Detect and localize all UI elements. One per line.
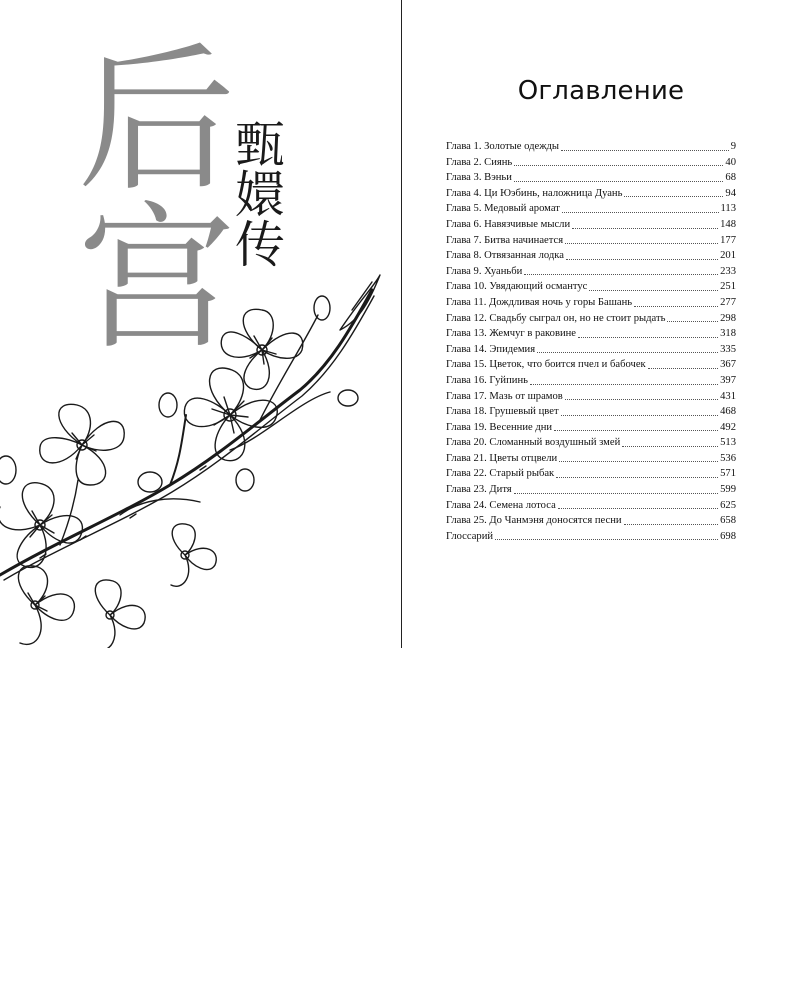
toc-entry-title: Глава 11. Дождливая ночь у горы Башань <box>446 296 633 308</box>
toc-entry-title: Глава 15. Цветок, что боится пчел и бабочек <box>446 359 646 371</box>
title-subtitle: 甄嬛传 <box>227 118 285 268</box>
toc-dot-leader <box>648 368 718 369</box>
toc-entry[interactable] <box>446 529 736 545</box>
toc-entry[interactable] <box>446 373 736 389</box>
toc-entry-page-number: 9 <box>730 141 736 152</box>
toc-dot-leader <box>495 539 718 540</box>
toc-entry-title: Глава 19. Весенние дни <box>446 421 553 433</box>
toc-dot-leader <box>578 337 718 338</box>
toc-dot-leader <box>624 524 719 525</box>
toc-entry[interactable] <box>446 482 736 498</box>
toc-entry[interactable] <box>446 357 736 373</box>
toc-entry-title: Глава 21. Цветы отцвели <box>446 452 558 464</box>
toc-entry[interactable] <box>446 295 736 311</box>
toc-entry-page-number: 251 <box>720 281 736 293</box>
toc-entry-title: Глава 22. Старый рыбак <box>446 468 555 480</box>
toc-entry[interactable] <box>446 466 736 482</box>
toc-dot-leader <box>566 259 718 260</box>
toc-dot-leader <box>572 228 718 229</box>
toc-dot-leader <box>530 384 718 385</box>
toc-entry-page-number: 94 <box>725 187 736 199</box>
toc-entry-page-number: 658 <box>720 515 736 527</box>
toc-dot-leader <box>634 306 718 307</box>
toc-entry-page-number: 468 <box>720 406 736 418</box>
toc-entry-page-number: 335 <box>720 343 736 355</box>
title-main: 后宫 <box>51 36 235 352</box>
toc-entry-page-number: 148 <box>720 218 736 230</box>
toc-dot-leader <box>514 165 723 166</box>
toc-dot-leader <box>561 415 719 416</box>
toc-entry[interactable] <box>446 201 736 217</box>
toc-entry-page-number: 536 <box>720 452 736 464</box>
toc-entry[interactable] <box>446 311 736 327</box>
toc-entry-page-number: 113 <box>720 203 736 215</box>
toc-entry-page-number: 698 <box>720 530 736 542</box>
toc-entry[interactable] <box>446 170 736 186</box>
toc-entry[interactable] <box>446 326 736 342</box>
toc-entry-title: Глава 18. Грушевый цвет <box>446 406 559 418</box>
toc-dot-leader <box>561 150 729 151</box>
toc-entry[interactable] <box>446 186 736 202</box>
toc-entry[interactable] <box>446 435 736 451</box>
toc-entry-page-number: 201 <box>720 250 736 262</box>
toc-dot-leader <box>622 446 718 447</box>
toc-entry-page-number: 177 <box>720 234 736 246</box>
toc-entry-page-number: 599 <box>720 484 736 496</box>
toc-entry[interactable] <box>446 451 736 467</box>
toc-entry-page-number: 40 <box>725 156 736 168</box>
toc-dot-leader <box>565 399 718 400</box>
toc-dot-leader <box>524 274 718 275</box>
toc-entry[interactable] <box>446 404 736 420</box>
toc-entry-title: Глава 13. Жемчуг в раковине <box>446 328 576 340</box>
toc-entry-title: Глава 10. Увядающий османтус <box>446 281 588 293</box>
cherry-blossom-branch-illustration <box>0 270 401 648</box>
toc-entry-title: Глава 16. Гуйпинь <box>446 374 528 386</box>
left-page <box>0 0 401 648</box>
toc-entry-page-number: 277 <box>720 296 736 308</box>
toc-entry[interactable] <box>446 513 736 529</box>
toc-dot-leader <box>589 290 718 291</box>
toc-dot-leader <box>562 212 719 213</box>
toc-entry-title: Глава 20. Сломанный воздушный змей <box>446 437 621 449</box>
toc-entry-title: Глава 25. До Чанмэня доносятся песни <box>446 515 622 527</box>
toc-entry[interactable] <box>446 233 736 249</box>
toc-entry[interactable] <box>446 498 736 514</box>
toc-dot-leader <box>558 508 718 509</box>
toc-entry-title: Глава 14. Эпидемия <box>446 343 536 355</box>
toc-entry[interactable] <box>446 264 736 280</box>
toc-entry-title: Глава 9. Хуаньби <box>446 265 523 277</box>
toc-entry-title: Глава 3. Вэньи <box>446 172 512 184</box>
toc-dot-leader <box>565 243 718 244</box>
toc-entry[interactable] <box>446 279 736 295</box>
toc-entry[interactable] <box>446 342 736 358</box>
toc-entry-page-number: 367 <box>720 359 736 371</box>
toc-entry-title: Глава 17. Мазь от шрамов <box>446 390 563 402</box>
toc-entry-page-number: 431 <box>720 390 736 402</box>
toc-entry-title: Глава 7. Битва начинается <box>446 234 564 246</box>
toc-entry-page-number: 68 <box>725 172 736 184</box>
toc-entry[interactable] <box>446 155 736 171</box>
toc-dot-leader <box>624 196 723 197</box>
toc-entry-title: Глава 24. Семена лотоса <box>446 499 556 511</box>
toc-entry[interactable] <box>446 217 736 233</box>
toc-dot-leader <box>667 321 718 322</box>
toc-dot-leader <box>537 352 718 353</box>
toc-entry-title: Глава 1. Золотые одежды <box>446 141 560 152</box>
toc-entry[interactable] <box>446 420 736 436</box>
toc-dot-leader <box>554 430 718 431</box>
toc-entry-title: Глава 2. Сиянь <box>446 156 513 168</box>
toc-entry-title: Глоссарий <box>446 530 494 542</box>
toc-entry[interactable] <box>446 248 736 264</box>
toc-entry-page-number: 492 <box>720 421 736 433</box>
toc-list <box>446 139 736 544</box>
toc-entry-title: Глава 8. Отвязанная лодка <box>446 250 564 262</box>
toc-dot-leader <box>514 181 724 182</box>
toc-entry-title: Глава 12. Свадьбу сыграл он, но не стоит рыдать <box>446 312 666 324</box>
toc-entry-page-number: 233 <box>720 265 736 277</box>
toc-dot-leader <box>556 477 718 478</box>
toc-entry[interactable] <box>446 139 736 155</box>
toc-entry-title: Глава 5. Медовый аромат <box>446 203 560 215</box>
toc-entry-page-number: 625 <box>720 499 736 511</box>
toc-entry-page-number: 318 <box>720 328 736 340</box>
toc-dot-leader <box>514 493 718 494</box>
toc-entry-title: Глава 4. Ци Юэбинь, наложница Дуань <box>446 187 623 199</box>
toc-entry-page-number: 513 <box>720 437 736 449</box>
toc-heading: Оглавление <box>517 76 685 106</box>
toc-entry[interactable] <box>446 389 736 405</box>
toc-entry-title: Глава 23. Дитя <box>446 484 512 496</box>
toc-entry-page-number: 298 <box>720 312 736 324</box>
toc-entry-title: Глава 6. Навязчивые мысли <box>446 218 571 230</box>
toc-entry-page-number: 571 <box>720 468 736 480</box>
toc-entry-page-number: 397 <box>720 374 736 386</box>
toc-dot-leader <box>559 461 718 462</box>
